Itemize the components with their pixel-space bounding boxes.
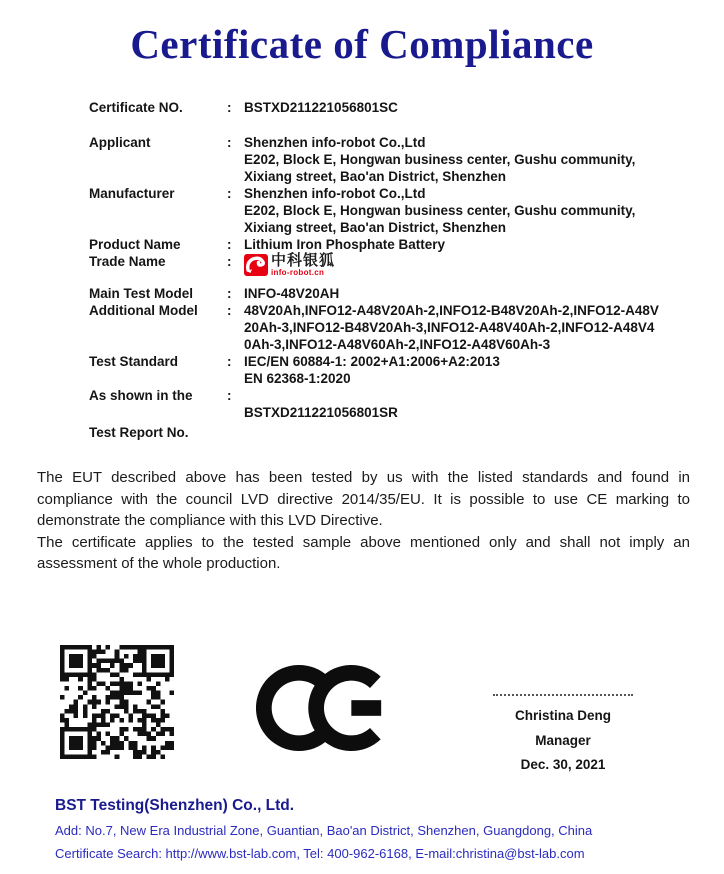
field-label <box>89 387 227 441</box>
qr-code <box>60 645 174 759</box>
signer-name: Christina Deng <box>514 708 611 723</box>
manufacturer-address-line2: Xixiang street, Bao'an District, Shenzhen <box>244 220 507 235</box>
signature-date: Dec. 30, 2021 <box>520 757 606 772</box>
as-shown-label-line1: As shown in the <box>89 388 193 403</box>
main-test-model-value: INFO-48V20AH <box>244 286 340 301</box>
colon-separator: : <box>227 135 232 150</box>
colon-separator: : <box>227 186 232 201</box>
certificate-search-line: Certificate Search: http://www.bst-lab.com, Tel: 400-962-6168, E-mail:christina@bst-lab.com <box>55 846 585 861</box>
signature-block <box>468 694 658 778</box>
manufacturer-address-line1: E202, Block E, Hongwan business center, Gushu community, <box>244 203 636 218</box>
additional-model-line2: 20Ah-3,INFO12-B48V20Ah-3,INFO12-A48V40Ah-2,INFO12-A48V4 <box>244 320 655 335</box>
applicant-value <box>244 134 649 185</box>
product-name-value: Lithium Iron Phosphate Battery <box>244 237 446 252</box>
field-product-name <box>89 236 649 253</box>
colon-separator: : <box>227 286 232 301</box>
signer-role: Manager <box>535 732 591 748</box>
manufacturer-value <box>244 185 649 236</box>
colon-separator: : <box>227 388 232 403</box>
applicant-address-line1: E202, Block E, Hongwan business center, Gushu community, <box>244 152 636 167</box>
ce-mark-icon <box>256 664 388 752</box>
signature-dotted-line <box>493 694 633 696</box>
declaration-text <box>37 467 690 575</box>
lab-company-name: BST Testing(Shenzhen) Co., Ltd. <box>55 797 295 814</box>
applicant-name: Shenzhen info-robot Co.,Ltd <box>244 135 426 150</box>
colon-separator: : <box>227 100 232 115</box>
test-standard-value <box>244 353 649 387</box>
field-label: Applicant <box>89 135 151 150</box>
declaration-paragraph-1: The EUT described above has been tested by us with the listed standards and found in compliance with the council LVD directive 2014/35/EU. It is possible to use CE marking to demonstrate the compliance with this LVD Directive. <box>37 469 690 529</box>
field-label: Certificate NO. <box>89 100 183 115</box>
field-label: Additional Model <box>89 303 198 318</box>
field-label: Main Test Model <box>89 286 194 301</box>
field-test-standard <box>89 353 649 387</box>
field-label: Product Name <box>89 237 181 252</box>
field-label: Test Standard <box>89 354 179 369</box>
field-main-test-model <box>89 285 649 302</box>
field-trade-name <box>89 253 649 285</box>
additional-model-value <box>244 302 659 353</box>
field-label: Manufacturer <box>89 186 175 201</box>
test-report-no-value: BSTXD211221056801SR <box>244 405 398 420</box>
test-standard-line2: EN 62368-1:2020 <box>244 371 351 386</box>
field-manufacturer <box>89 185 649 236</box>
field-additional-model <box>89 302 659 353</box>
colon-separator: : <box>227 303 232 318</box>
field-test-report-no <box>89 387 649 441</box>
certificate-title: Certificate of Compliance <box>130 21 594 67</box>
trade-name-domain: info-robot.cn <box>271 268 325 277</box>
fox-logo-icon <box>244 254 268 276</box>
test-standard-line1: IEC/EN 60884-1: 2002+A1:2006+A2:2013 <box>244 354 500 369</box>
lab-address: Add: No.7, New Era Industrial Zone, Guantian, Bao'an District, Shenzhen, Guangdong, China <box>55 823 593 838</box>
applicant-address-line2: Xixiang street, Bao'an District, Shenzhen <box>244 169 507 184</box>
field-applicant <box>89 134 649 185</box>
trade-name-chinese: 中科银狐 <box>271 251 336 269</box>
certificate-info-table <box>89 99 659 441</box>
additional-model-line3: 0Ah-3,INFO12-A48V60Ah-2,INFO12-A48V60Ah-3 <box>244 337 551 352</box>
manufacturer-name: Shenzhen info-robot Co.,Ltd <box>244 186 426 201</box>
declaration-paragraph-2: The certificate applies to the tested sample above mentioned only and shall not imply an assessment of the whole production. <box>37 533 690 572</box>
colon-separator: : <box>227 254 232 269</box>
additional-model-line1: 48V20Ah,INFO12-A48V20Ah-2,INFO12-B48V20Ah-2,INFO12-A48V <box>244 303 659 318</box>
trade-name-logo <box>244 253 649 285</box>
certificate-no-value: BSTXD211221056801SC <box>244 100 398 115</box>
colon-separator: : <box>227 237 232 252</box>
field-certificate-no <box>89 99 649 116</box>
field-label: Trade Name <box>89 254 166 269</box>
footer <box>55 797 705 861</box>
as-shown-label-line2: Test Report No. <box>89 425 189 440</box>
colon-separator: : <box>227 354 232 369</box>
